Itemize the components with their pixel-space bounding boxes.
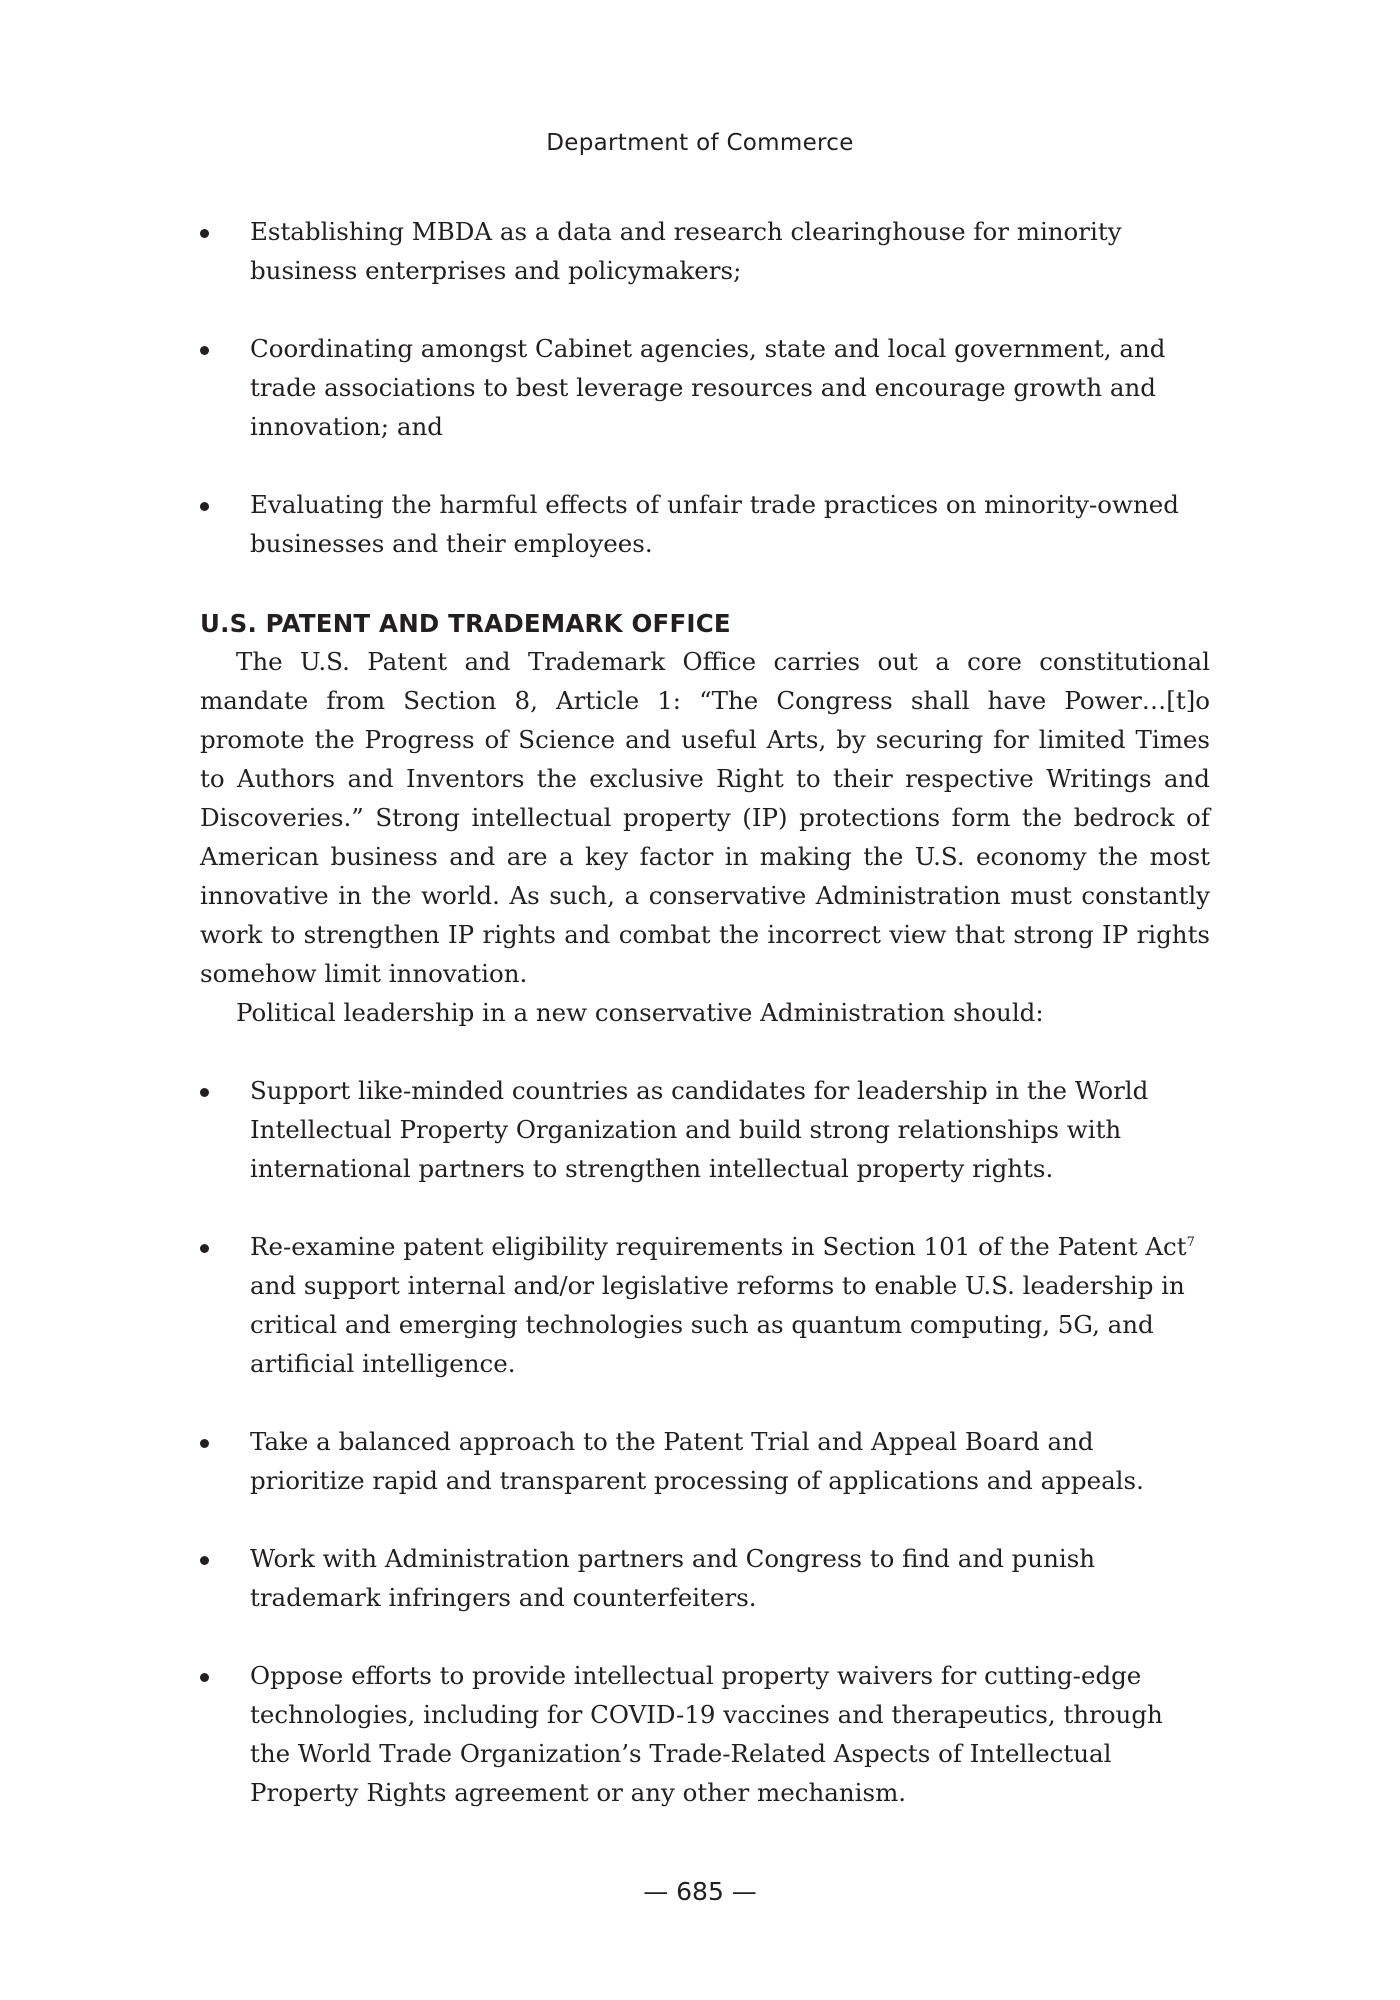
list-item bbox=[200, 212, 1210, 290]
list-item bbox=[200, 329, 1210, 446]
body-paragraph: The U.S. Patent and Trademark Office carries out a core constitutional mandate from Section 8, Article 1: “The Congress shall have Power…[t]o promote the Progress of Science and useful Arts, by securing for limited Times to Authors and Inventors the exclusive Right to their respective Writings and Discoveries.” Strong intellectual property (IP) protections form the bedrock of American business and are a key factor in making the U.S. economy the most innovative in the world. As such, a conservative Administration must constantly work to strengthen IP rights and combat the incorrect view that strong IP rights somehow limit innovation. bbox=[200, 647, 1210, 988]
list-item-text: Work with Administration partners and Congress to find and punish trademark infringers and counterfeiters. bbox=[250, 1544, 1096, 1612]
lead-in-paragraph: Political leadership in a new conservative Administration should: bbox=[236, 998, 1044, 1027]
list-item-text: Oppose efforts to provide intellectual property waivers for cutting-edge technologies, including for COVID-19 vaccines and therapeutics, through the World Trade Organization’s Trade-Related Aspects of Intellectual Property Rights agreement or any other mechanism. bbox=[250, 1661, 1163, 1807]
footnote-reference: 7 bbox=[1186, 1234, 1195, 1250]
list-item bbox=[200, 1539, 1210, 1617]
section-heading: U.S. PATENT AND TRADEMARK OFFICE bbox=[200, 609, 731, 638]
bullet-icon bbox=[200, 1088, 209, 1097]
bullet-icon bbox=[200, 502, 209, 511]
bullet-icon bbox=[200, 1673, 209, 1682]
running-header: Department of Commerce bbox=[546, 130, 854, 156]
bullet-icon bbox=[200, 1244, 209, 1253]
list-item bbox=[200, 1071, 1210, 1188]
list-item-text: Establishing MBDA as a data and research clearinghouse for minority business enterprises and policymakers; bbox=[250, 217, 1122, 285]
list-item-text: Support like-minded countries as candidates for leadership in the World Intellectual Property Organization and build strong relationships with international partners to strengthen intellectual property rights. bbox=[250, 1076, 1149, 1183]
page-number: — 685 — bbox=[643, 1877, 757, 1906]
list-item bbox=[200, 485, 1210, 563]
list-item-text-continued: and support internal and/or legislative reforms to enable U.S. leadership in critical and emerging technologies such as quantum computing, 5G, and artificial intelligence. bbox=[250, 1271, 1185, 1378]
bullet-icon bbox=[200, 1556, 209, 1565]
list-item-text: Re-examine patent eligibility requirements in Section 101 of the Patent Act bbox=[250, 1232, 1187, 1261]
list-item-text: Take a balanced approach to the Patent Trial and Appeal Board and prioritize rapid and transparent processing of applications and appeals. bbox=[250, 1427, 1144, 1495]
list-item bbox=[200, 1227, 1210, 1383]
bullet-icon bbox=[200, 1439, 209, 1448]
mbda-bullet-list bbox=[200, 212, 1210, 563]
page-body bbox=[200, 212, 1210, 1812]
list-item-text: Coordinating amongst Cabinet agencies, state and local government, and trade associations to best leverage resources and encourage growth and innovation; and bbox=[250, 334, 1166, 441]
list-item-text: Evaluating the harmful effects of unfair trade practices on minority-owned businesses and their employees. bbox=[250, 490, 1179, 558]
bullet-icon bbox=[200, 229, 209, 238]
list-item bbox=[200, 1422, 1210, 1500]
list-item bbox=[200, 1656, 1210, 1812]
bullet-icon bbox=[200, 346, 209, 355]
uspto-bullet-list bbox=[200, 1071, 1210, 1812]
